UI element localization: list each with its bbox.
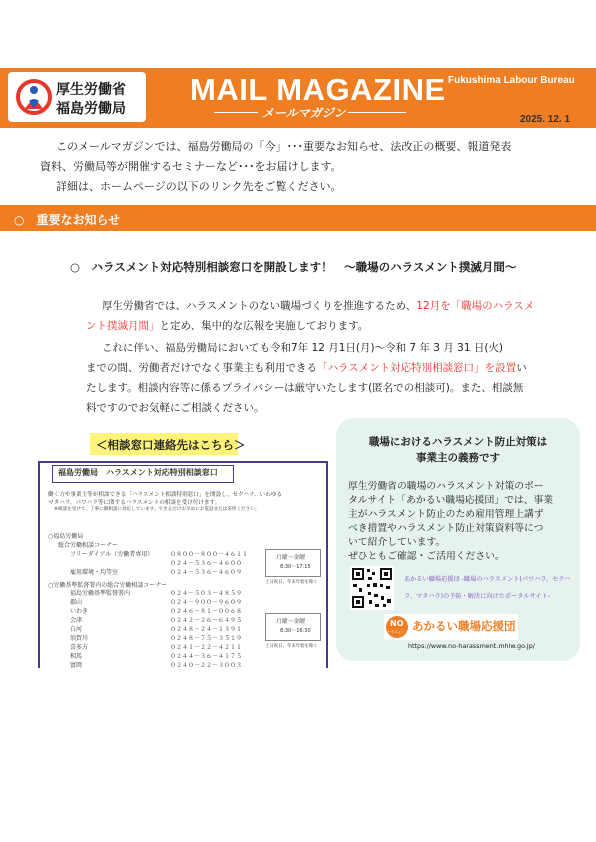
contact-leaflet-image <box>38 461 328 668</box>
logo-bureau: 福島労働局 <box>56 101 126 117</box>
intro-line-3: 詳細は、ホームページの以下のリンク先をご覧ください。 <box>56 180 342 193</box>
banner-url[interactable]: https://www.no-harassment.mhlw.go.jp/ <box>408 642 535 650</box>
bureau-name: Fukushima Labour Bureau <box>448 75 575 86</box>
portal-link-1[interactable]: あかるい職場応援団 -職場のハラスメント(パワハラ、セクハ <box>404 576 571 583</box>
logo-ministry: 厚生労働省 <box>56 82 126 98</box>
leaflet-phone-number: ０２４－５３６－４６０９ <box>170 569 243 576</box>
obligation-body-6: ぜひともご確認・ご活用ください。 <box>348 551 505 562</box>
leaflet-office-name: 会津 <box>70 617 83 624</box>
obligation-panel <box>336 418 580 661</box>
badge-no: NO <box>390 619 404 628</box>
leaflet-phone-number: ０２４－５０３－４８５９ <box>170 590 243 597</box>
leaflet-phone-number: ０２４１－２２－４２１１ <box>170 644 243 651</box>
intro-line-1: このメールマガジンでは、福島労働局の「今」･･･重要なお知らせ、法改正の概要、報道発表 <box>56 140 512 153</box>
leaflet-phone-number: ０２４８－７５－３５１９ <box>170 635 243 642</box>
qr-code-icon[interactable] <box>350 566 394 610</box>
obligation-title-1: 職場におけるハラスメント防止対策は <box>368 436 548 448</box>
para1-highlight-1: 12月を「職場のハラスメ <box>416 300 535 312</box>
para1-text-a: 厚生労働省では、ハラスメントのない職場づくりを推進するため、 <box>102 300 417 312</box>
leaflet-desc-3: ※相談を受けて、丁寧に御相談に対応しています。できるだけお早めにお電話または来所ください。 <box>54 507 260 512</box>
article-para1-line1 <box>102 298 534 313</box>
leaflet-title: 福島労働局 ハラスメント対応特別相談窓口 <box>58 468 218 477</box>
leaflet-office-name: 相馬 <box>70 653 83 660</box>
article-para2-line4: 料ですのでお気軽にご相談ください。 <box>86 402 265 414</box>
article-title: ○ ハラスメント対応特別相談窓口を開設します！ ～職場のハラスメント撲滅月間～ <box>70 260 517 274</box>
leaflet-office-name: 白河 <box>70 626 83 633</box>
newsletter-subtitle: メールマガジン <box>262 106 346 120</box>
para1-highlight-2: ント撲滅月間」 <box>86 320 160 332</box>
article-para1-line2 <box>86 318 368 333</box>
newsletter-title: MAIL MAGAZINE <box>190 72 446 107</box>
leaflet-phone-number: ０２４－９００－９６０９ <box>170 599 243 606</box>
leaflet-phone-number: ０２４６－８１－００６８ <box>170 608 243 615</box>
mhlw-logo-icon <box>16 79 52 115</box>
leaflet-office-name: 喜多方 <box>70 644 89 651</box>
contact-heading: ＜相談窓口連絡先はこちら＞ <box>96 438 246 452</box>
leaflet-office-name: フリーダイアル（労働者専用） <box>70 551 154 558</box>
obligation-body-2: タルサイト「あかるい職場応援団」では、事業 <box>348 495 554 506</box>
hours1-time: 8:30～17:15 <box>280 564 311 570</box>
leaflet-phone-number: ０２４－５３６－４６００ <box>170 560 243 567</box>
obligation-body-5: いて紹介しています。 <box>348 537 446 548</box>
hours1-note: 土日祝日、年末年始を除く <box>265 580 318 585</box>
portal-link-2[interactable]: ラ、マタハラ)の予防・解決に向けたポータルサイト- <box>404 593 550 600</box>
banner-text: あかるい職場応援団 <box>412 619 516 633</box>
hours1-days: 月曜～金曜 <box>276 555 305 561</box>
issue-date: 2025. 12. 1 <box>520 114 571 125</box>
obligation-body-1: 厚生労働省の職場のハラスメント対策のポー <box>348 481 544 492</box>
subtitle-rule-right <box>348 112 406 113</box>
leaflet-phone-number: ０２４０－２２－３００３ <box>170 662 243 668</box>
leaflet-phone-number: ０８００－８００－４６１１ <box>170 551 249 558</box>
leaflet-office-name: いわき <box>70 608 89 615</box>
obligation-body-3: 主がハラスメント防止のため雇用管理上講ず <box>348 509 544 520</box>
badge-sub: ハラスメント <box>387 630 409 634</box>
leaflet-phone-number: ０２４２－２６－６４９５ <box>170 617 243 624</box>
leaflet-office-name: 富岡 <box>70 662 83 668</box>
obligation-body-4: べき措置やハラスメント防止対策資料等につ <box>348 523 544 534</box>
hours2-note: 土日祝日、年末年始を除く <box>265 644 318 649</box>
leaflet-office-name: 雇用環境・均等室 <box>70 569 119 576</box>
article-para2-line3: たします。相談内容等に係るプライバシーは厳守いたします(匿名での相談可)。また、相談無 <box>86 382 524 394</box>
leaflet-desc-2: マタハラ、パワハラ等に関するハラスメントの相談を受け付けます。 <box>48 500 221 506</box>
section-title: ○ 重要なお知らせ <box>14 213 121 227</box>
leaflet-phone-number: ０２４４－３６－４１７５ <box>170 653 243 660</box>
leaflet-group2: ○労働基準監督署内の総合労働相談コーナー <box>48 582 168 589</box>
para2-text-b: い <box>516 362 527 374</box>
para2-highlight: 「ハラスメント対応特別相談窓口」を設置 <box>317 362 517 374</box>
article-para2-line2 <box>86 360 527 375</box>
leaflet-group1: ○福島労働局 <box>48 533 84 540</box>
hours2-days: 月曜～金曜 <box>276 619 305 625</box>
obligation-title-2: 事業主の義務です <box>416 452 500 464</box>
leaflet-desc-1: 働く方や事業主等が相談できる「ハラスメント相談特別窓口」を開設し、セクハラ、いわゆる <box>48 492 282 498</box>
leaflet-phone-number: ０２４８－２４－１３９１ <box>170 626 243 633</box>
leaflet-office-name: 福島労働基準監督署内 <box>70 590 131 597</box>
article-para2-line1: これに伴い、福島労働局においても令和7年 12 月1日(月)～令和 7 年 3 月 31 日(火) <box>102 342 504 354</box>
leaflet-office-name: 須賀川 <box>70 635 89 642</box>
para1-text-b: と定め、集中的な広報を実施しております。 <box>159 320 369 332</box>
hours2-time: 8:30～16:30 <box>280 628 311 634</box>
subtitle-rule-left <box>214 112 258 113</box>
leaflet-group1-sub: 総合労働相談コーナー <box>58 542 119 549</box>
leaflet-office-name: 郡山 <box>70 599 83 606</box>
intro-line-2: 資料、労働局等が開催するセミナーなど･･･をお届けします。 <box>40 160 342 173</box>
para2-text-a: までの間、労働者だけでなく事業主も利用できる <box>86 362 317 374</box>
